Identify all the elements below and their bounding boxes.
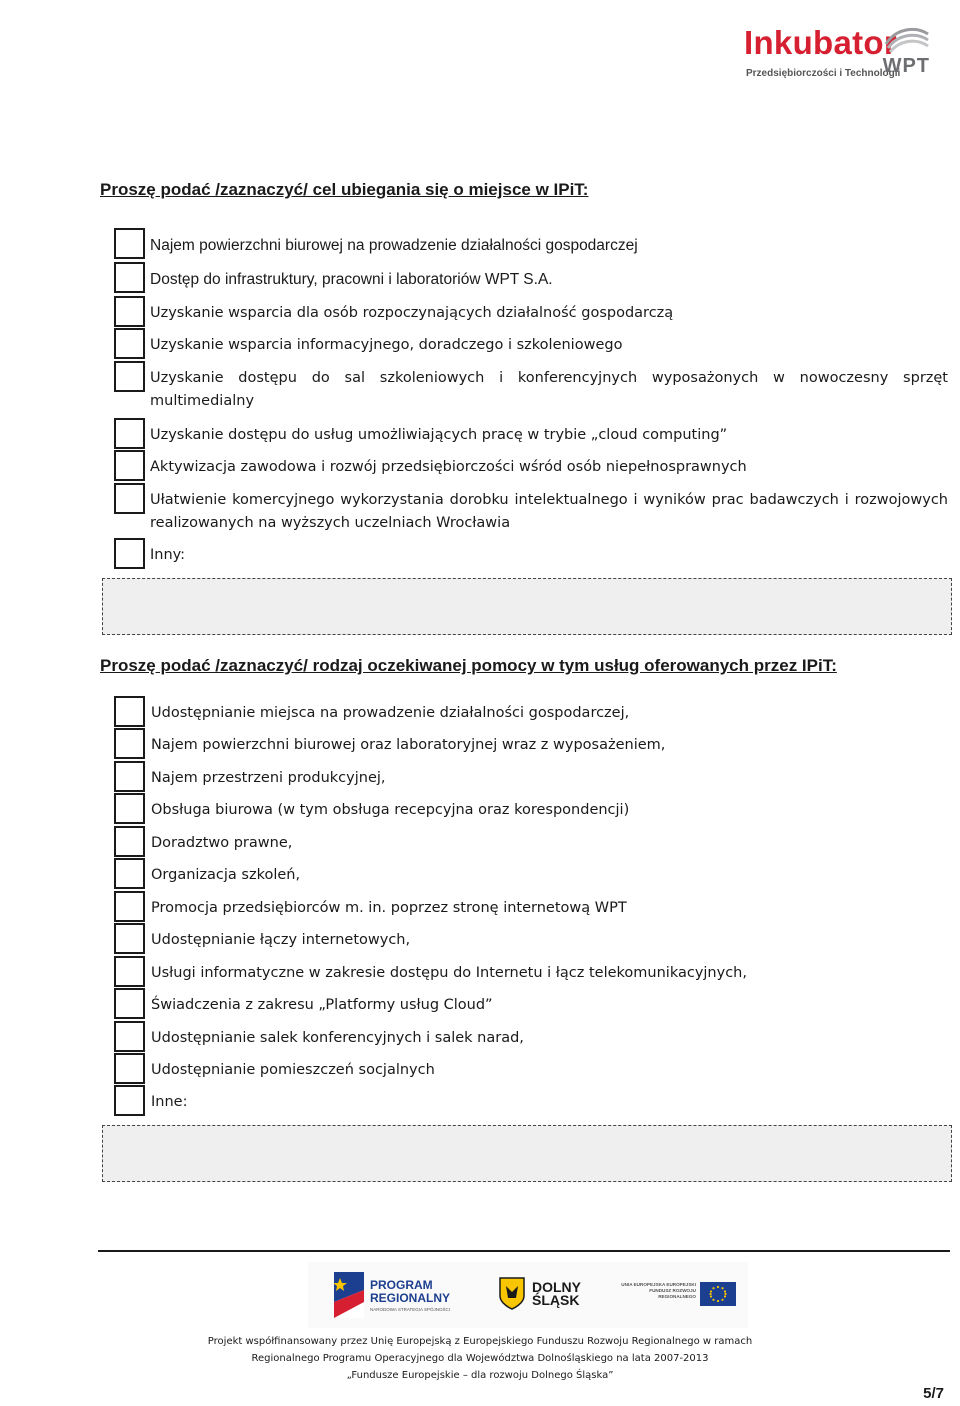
section1-heading: Proszę podać /zaznaczyć/ cel ubiegania się o miejsce w IPiT:: [100, 180, 589, 199]
checkbox[interactable]: [114, 988, 145, 1019]
checkbox[interactable]: [114, 1021, 145, 1052]
checkbox[interactable]: [114, 296, 145, 327]
footer-divider: [98, 1250, 950, 1252]
checkbox[interactable]: [114, 793, 145, 824]
checkbox[interactable]: [114, 858, 145, 889]
option-label: Uzyskanie dostępu do usług umożliwiających pracę w trybie „cloud computing”: [150, 427, 728, 443]
program-regionalny-logo: [334, 1272, 484, 1320]
program-regionalny-line3: NARODOWA STRATEGIA SPÓJNOŚCI: [370, 1307, 451, 1312]
option-label: Aktywizacja zawodowa i rozwój przedsiębiorczości wśród osób niepełnosprawnych: [150, 459, 747, 475]
eu-logo: [620, 1282, 740, 1312]
program-regionalny-line2: REGIONALNY: [370, 1291, 451, 1305]
checkbox[interactable]: [114, 483, 145, 514]
checkbox[interactable]: [114, 262, 145, 293]
checkbox[interactable]: [114, 728, 145, 759]
option-label: Inne:: [151, 1094, 188, 1110]
section2-heading: Proszę podać /zaznaczyć/ rodzaj oczekiwanej pomocy w tym usług oferowanych przez IPiT:: [100, 656, 837, 675]
program-regionalny-flag-icon: [334, 1272, 364, 1318]
checkbox[interactable]: [114, 228, 145, 259]
checkbox[interactable]: [114, 361, 145, 392]
eu-funding-logos: [308, 1262, 748, 1328]
option-label: Udostępnianie miejsca na prowadzenie działalności gospodarczej,: [151, 705, 630, 721]
checkbox[interactable]: [114, 1053, 145, 1084]
footer-note-line2: Regionalnego Programu Operacyjnego dla Województwa Dolnośląskiego na lata 2007-2013: [251, 1353, 709, 1364]
dolny-slask-crest-icon: [498, 1276, 526, 1310]
checkbox[interactable]: [114, 450, 145, 481]
checkbox[interactable]: [114, 1085, 145, 1116]
dolny-slask-logo: [498, 1276, 608, 1316]
checkbox[interactable]: [114, 956, 145, 987]
option-label: Udostępnianie pomieszczeń socjalnych: [151, 1062, 435, 1078]
option-label: Dostęp do infrastruktury, pracowni i laboratoriów WPT S.A.: [150, 271, 553, 288]
checkbox[interactable]: [114, 328, 145, 359]
footer-note-line3: „Fundusze Europejskie – dla rozwoju Dolnego Śląska”: [346, 1370, 614, 1381]
dolny-slask-line1: DOLNY: [532, 1279, 581, 1295]
option-label: Najem powierzchni biurowej oraz laboratoryjnej wraz z wyposażeniem,: [151, 737, 666, 753]
option-label: Organizacja szkoleń,: [151, 867, 301, 883]
checkbox[interactable]: [114, 826, 145, 857]
program-regionalny-line1: PROGRAM: [370, 1278, 433, 1292]
checkbox[interactable]: [114, 538, 145, 569]
checkbox[interactable]: [114, 418, 145, 449]
other-service-textbox[interactable]: [102, 1125, 952, 1182]
inkubator-wpt-logo: [742, 22, 932, 82]
checkbox[interactable]: [114, 891, 145, 922]
logo-wpt-text: WPT: [882, 55, 930, 77]
option-label: Uzyskanie dostępu do sal szkoleniowych i konferencyjnych wyposażonych w nowoczesny sprzęt multimedialny: [150, 370, 948, 409]
option-label: Doradztwo prawne,: [151, 835, 293, 851]
dolny-slask-line2: ŚLĄSK: [532, 1292, 580, 1308]
checkbox[interactable]: [114, 696, 145, 727]
page-number: 5/7: [923, 1385, 944, 1402]
option-label: Inny:: [150, 547, 186, 563]
option-label: Promocja przedsiębiorców m. in. poprzez stronę internetową WPT: [151, 900, 627, 916]
option-label: Udostępnianie łączy internetowych,: [151, 932, 411, 948]
other-goal-textbox[interactable]: [102, 578, 952, 635]
option-label: Najem powierzchni biurowej na prowadzenie działalności gospodarczej: [150, 237, 638, 254]
option-label: Usługi informatyczne w zakresie dostępu do Internetu i łącz telekomunikacyjnych,: [151, 965, 747, 981]
option-label: Najem przestrzeni produkcyjnej,: [151, 770, 386, 786]
option-label: Świadczenia z zakresu „Platformy usług Cloud”: [151, 997, 493, 1013]
checkbox[interactable]: [114, 923, 145, 954]
option-label: Udostępnianie salek konferencyjnych i salek narad,: [151, 1030, 524, 1046]
option-label: Uzyskanie wsparcia dla osób rozpoczynających działalność gospodarczą: [150, 305, 674, 321]
option-label: Ułatwienie komercyjnego wykorzystania dorobku intelektualnego i wyników prac badawczych i rozwojowych realizowanych na wyższych uczelniach Wrocławia: [150, 492, 948, 531]
eu-logo-text: UNIA EUROPEJSKA EUROPEJSKI FUNDUSZ ROZWOJU REGIONALNEGO: [621, 1282, 696, 1299]
logo-subtitle: Przedsiębiorczości i Technologii: [746, 68, 901, 79]
option-label: Uzyskanie wsparcia informacyjnego, doradczego i szkoleniowego: [150, 337, 623, 353]
eu-flag-icon: [700, 1282, 736, 1306]
footer-note-line1: Projekt współfinansowany przez Unię Europejską z Europejskiego Funduszu Rozwoju Regionalnego w ramach: [207, 1336, 753, 1347]
logo-title: Inkubator: [744, 24, 898, 61]
checkbox[interactable]: [114, 761, 145, 792]
option-label: Obsługa biurowa (w tym obsługa recepcyjna oraz korespondencji): [151, 802, 630, 818]
